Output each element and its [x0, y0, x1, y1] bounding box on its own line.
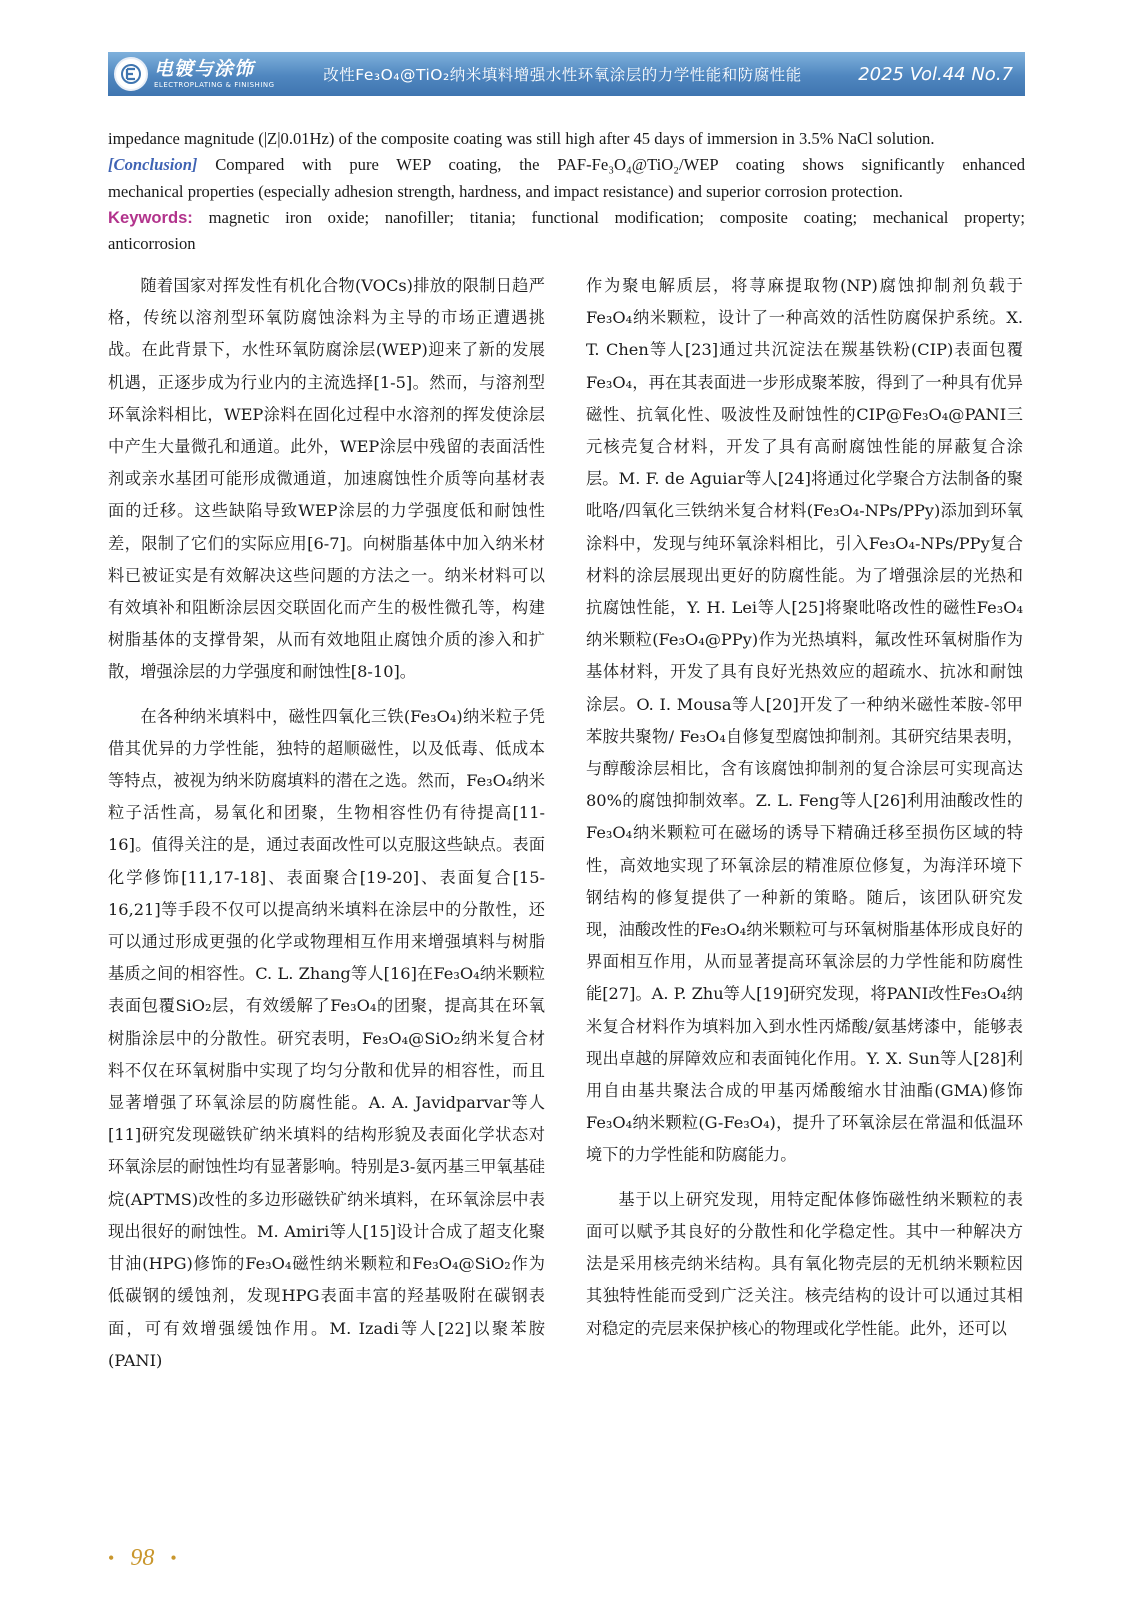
right-column: [586, 270, 1023, 1345]
english-abstract: [108, 126, 1025, 257]
journal-name-cn: 电镀与涂饰: [154, 57, 255, 80]
conclusion-text: Compared with pure WEP coating, the PAF-Fe₃O₄@TiO₂/WEP coating shows significantly enhanced: [215, 155, 1025, 175]
conclusion-line-2: mechanical properties (especially adhesion strength, hardness, and impact resistance) and superior corrosion protection.: [108, 181, 903, 201]
journal-name-en: ELECTROPLATING & FINISHING: [154, 80, 275, 89]
keywords-line-2: anticorrosion: [108, 234, 196, 254]
logo-icon: [114, 57, 148, 91]
footer-dot: •: [170, 1548, 177, 1568]
journal-header: [108, 52, 1025, 96]
body-paragraph: 基于以上研究发现，用特定配体修饰磁性纳米颗粒的表面可以赋予其良好的分散性和化学稳定性。其中一种解决方法是采用核壳纳米结构。具有氧化物壳层的无机纳米颗粒因其独特性能而受到广泛关注。核壳结构的设计可以通过其相对稳定的壳层来保护核心的物理或化学性能。此外，还可以: [586, 1189, 1023, 1338]
conclusion-line: [108, 152, 1025, 178]
body-paragraph: 在各种纳米填料中，磁性四氧化三铁(Fe₃O₄)纳米粒子凭借其优异的力学性能，独特的超顺磁性，以及低毒、低成本等特点，被视为纳米防腐填料的潜在之选。然而，Fe₃O₄纳米粒子活性高，易氧化和团聚，生物相容性仍有待提高[11-16]。值得关注的是，通过表面改性可以克服这些缺点。表面化学修饰[11,17-18]、表面聚合[19-20]、表面复合[15-16,21]等手段不仅可以提高纳米填料在涂层中的分散性，还可以通过形成更强的化学或物理相互作用来增强填料与树脂基质之间的相容性。C. L. Zhang等人[16]在Fe₃O₄纳米颗粒表面包覆SiO₂层，有效缓解了Fe₃O₄的团聚，提高其在环氧树脂涂层中的分散性。研究表明，Fe₃O₄@SiO₂纳米复合材料不仅在环氧树脂中实现了均匀分散和优异的相容性，而且显著增强了环氧涂层的防腐性能。A. A. Javidparvar等人[11]研究发现磁铁矿纳米填料的结构形貌及表面化学状态对环氧涂层的耐蚀性均有显著影响。特别是3-氨丙基三甲氧基硅烷(APTMS)改性的多边形磁铁矿纳米填料，在环氧涂层中表现出很好的耐蚀性。M. Amiri等人[15]设计合成了超支化聚甘油(HPG)修饰的Fe₃O₄磁性纳米颗粒和Fe₃O₄@SiO₂作为低碳钢的缓蚀剂，发现HPG表面丰富的羟基吸附在碳钢表面，可有效增强缓蚀作用。M. Izadi等人[22]以聚苯胺(PANI): [108, 706, 545, 1370]
abstract-line: impedance magnitude (|Z|0.01Hz) of the composite coating was still high after 45 days of immersion in 3.5% NaCl solution.: [108, 129, 935, 148]
issue-label: 2025 Vol.44 No.7: [858, 63, 1013, 85]
page-number: 98: [130, 1545, 155, 1571]
journal-logo: [108, 52, 278, 96]
footer-dot: •: [108, 1548, 115, 1568]
conclusion-label: [Conclusion]: [108, 155, 198, 175]
running-title: 改性Fe₃O₄@TiO₂纳米填料增强水性环氧涂层的力学性能和防腐性能: [323, 66, 802, 84]
page-footer: [108, 1545, 177, 1572]
keywords-line: [108, 205, 1025, 231]
body-paragraph: 随着国家对挥发性有机化合物(VOCs)排放的限制日趋严格，传统以溶剂型环氧防腐蚀涂料为主导的市场正遭遇挑战。在此背景下，水性环氧防腐涂层(WEP)迎来了新的发展机遇，正逐步成为行业内的主流选择[1-5]。然而，与溶剂型环氧涂料相比，WEP涂料在固化过程中水溶剂的挥发使涂层中产生大量微孔和通道。此外，WEP涂层中残留的表面活性剂或亲水基团可能形成微通道，加速腐蚀性介质等向基材表面的迁移。这些缺陷导致WEP涂层的力学强度低和耐蚀性差，限制了它们的实际应用[6-7]。向树脂基体中加入纳米材料已被证实是有效解决这些问题的方法之一。纳米材料可以有效填补和阻断涂层因交联固化而产生的极性微孔等，构建树脂基体的支撑骨架，从而有效地阻止腐蚀介质的渗入和扩散，增强涂层的力学强度和耐蚀性[8-10]。: [108, 276, 545, 682]
left-column: [108, 270, 545, 1377]
keywords-text: magnetic iron oxide; nanofiller; titania; functional modification; composite coating; mechanical property;: [208, 207, 1025, 227]
body-paragraph: 作为聚电解质层，将荨麻提取物(NP)腐蚀抑制剂负载于Fe₃O₄纳米颗粒，设计了一种高效的活性防腐保护系统。X. T. Chen等人[23]通过共沉淀法在羰基铁粉(CIP)表面包覆Fe₃O₄，再在其表面进一步形成聚苯胺，得到了一种具有优异磁性、抗氧化性、吸波性及耐蚀性的CIP@Fe₃O₄@PANI三元核壳复合材料，开发了具有高耐腐蚀性能的屏蔽复合涂层。M. F. de Aguiar等人[24]将通过化学聚合方法制备的聚吡咯/四氧化三铁纳米复合材料(Fe₃O₄-NPs/PPy)添加到环氧涂料中，发现与纯环氧涂料相比，引入Fe₃O₄-NPs/PPy复合材料的涂层展现出更好的防腐性能。为了增强涂层的光热和抗腐蚀性能，Y. H. Lei等人[25]将聚吡咯改性的磁性Fe₃O₄纳米颗粒(Fe₃O₄@PPy)作为光热填料，氟改性环氧树脂作为基体材料，开发了具有良好光热效应的超疏水、抗冰和耐蚀涂层。O. I. Mousa等人[20]开发了一种纳米磁性苯胺-邻甲苯胺共聚物/ Fe₃O₄自修复型腐蚀抑制剂。其研究结果表明，与醇酸涂层相比，含有该腐蚀抑制剂的复合涂层可实现高达80%的腐蚀抑制效率。Z. L. Feng等人[26]利用油酸改性的Fe₃O₄纳米颗粒可在磁场的诱导下精确迁移至损伤区域的特性，高效地实现了环氧涂层的精准原位修复，为海洋环境下钢结构的修复提供了一种新的策略。随后，该团队研究发现，油酸改性的Fe₃O₄纳米颗粒可与环氧树脂基体形成良好的界面相互作用，从而显著提高环氧涂层的力学性能和防腐性能[27]。A. P. Zhu等人[19]研究发现，将PANI改性Fe₃O₄纳米复合材料作为填料加入到水性丙烯酸/氨基烤漆中，能够表现出卓越的屏障效应和表面钝化作用。Y. X. Sun等人[28]利用自由基共聚法合成的甲基丙烯酸缩水甘油酯(GMA)修饰Fe₃O₄纳米颗粒(G-Fe₃O₄)，提升了环氧涂层在常温和低温环境下的力学性能和防腐能力。: [586, 276, 1023, 1165]
keywords-label: Keywords:: [108, 207, 193, 227]
